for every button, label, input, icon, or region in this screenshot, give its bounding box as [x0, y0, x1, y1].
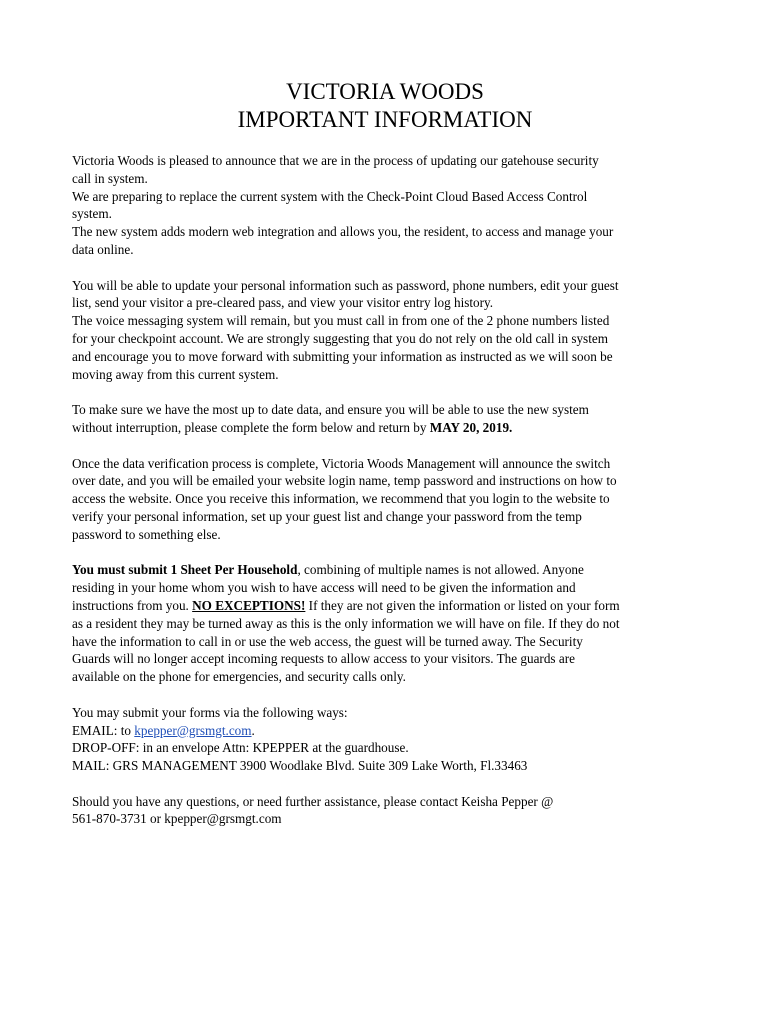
- text-line: You will be able to update your personal information such as password, phone numbers, edit your guest: [72, 277, 619, 293]
- text-line: Guards will no longer accept incoming requests to allow access to your visitors. The guards are: [72, 651, 575, 667]
- text-line: and encourage you to move forward with submitting your information as instructed as we will soon be: [72, 348, 613, 364]
- deadline-text: without interruption, please complete the form below and return by: [72, 419, 430, 435]
- text-line: [72, 561, 712, 579]
- mail-method-line: MAIL: GRS MANAGEMENT 3900 Woodlake Blvd. Suite 309 Lake Worth, Fl.33463: [72, 758, 528, 774]
- text-line: list, send your visitor a pre-cleared pass, and view your visitor entry log history.: [72, 295, 494, 311]
- instructions-text: instructions from you.: [72, 597, 193, 613]
- text-line: access the website. Once you receive this information, we recommend that you login to the website to: [72, 491, 610, 507]
- text-line: as a resident they may be turned away as this is the only information we will have on file. If they do not: [72, 615, 620, 631]
- title-line-2: IMPORTANT INFORMATION: [237, 107, 533, 132]
- text-line: have the information to call in or use the web access, the guest will be turned away. The Security: [72, 633, 583, 649]
- paragraph-household-rules: [72, 561, 712, 686]
- email-link[interactable]: kpepper@grsmgt.com: [134, 722, 252, 738]
- text-line: Victoria Woods is pleased to announce that we are in the process of updating our gatehouse security: [72, 153, 599, 168]
- email-method-line: [72, 722, 712, 740]
- household-rule-text: , combining of multiple names is not allowed. Anyone: [297, 562, 584, 578]
- instructions-rest: If they are not given the information or listed on your form: [305, 597, 620, 613]
- deadline-date: MAY 20, 2019.: [429, 419, 513, 435]
- text-line: The new system adds modern web integration and allows you, the resident, to access and manage your: [72, 224, 614, 240]
- paragraph-intro: [72, 152, 712, 259]
- text-line: system.: [72, 206, 112, 222]
- email-method-label: EMAIL: to: [72, 722, 135, 738]
- paragraph-deadline: [72, 401, 712, 437]
- text-line: available on the phone for emergencies, and security calls only.: [72, 669, 406, 685]
- text-line: You may submit your forms via the following ways:: [72, 704, 348, 720]
- email-method-end: .: [251, 722, 255, 738]
- paragraph-submission-methods: [72, 704, 712, 775]
- text-line: password to something else.: [72, 526, 221, 542]
- title-line-1: VICTORIA WOODS: [286, 79, 484, 104]
- paragraph-contact: [72, 793, 712, 829]
- text-line: for your checkpoint account. We are strongly suggesting that you do not rely on the old call in system: [72, 330, 608, 346]
- text-line: To make sure we have the most up to date data, and ensure you will be able to use the new system: [72, 402, 589, 418]
- document-title: [0, 78, 770, 134]
- text-line: Should you have any questions, or need further assistance, please contact Keisha Pepper @: [72, 793, 554, 809]
- text-line: Once the data verification process is complete, Victoria Woods Management will announce the switch: [72, 455, 611, 471]
- text-line: We are preparing to replace the current system with the Check-Point Cloud Based Access Control: [72, 188, 588, 204]
- text-line: residing in your home whom you wish to have access will need to be given the information and: [72, 580, 576, 596]
- text-line: [72, 419, 712, 437]
- contact-details-line: 561-870-3731 or kpepper@grsmgt.com: [72, 811, 282, 827]
- no-exceptions-emphasis: NO EXCEPTIONS!: [192, 597, 306, 613]
- text-line: [72, 597, 712, 615]
- dropoff-method-line: DROP-OFF: in an envelope Attn: KPEPPER at the guardhouse.: [72, 740, 409, 756]
- paragraph-verification: [72, 455, 712, 544]
- text-line: The voice messaging system will remain, but you must call in from one of the 2 phone numbers listed: [72, 313, 610, 329]
- document-body: [72, 152, 712, 846]
- text-line: data online.: [72, 241, 134, 257]
- paragraph-features: [72, 277, 712, 384]
- text-line: moving away from this current system.: [72, 366, 279, 382]
- text-line: over date, and you will be emailed your website login name, temp password and instructions on how to: [72, 473, 617, 489]
- text-line: call in system.: [72, 170, 148, 186]
- household-rule-emphasis: You must submit 1 Sheet Per Household: [72, 562, 298, 578]
- text-line: verify your personal information, set up your guest list and change your password from the temp: [72, 508, 582, 524]
